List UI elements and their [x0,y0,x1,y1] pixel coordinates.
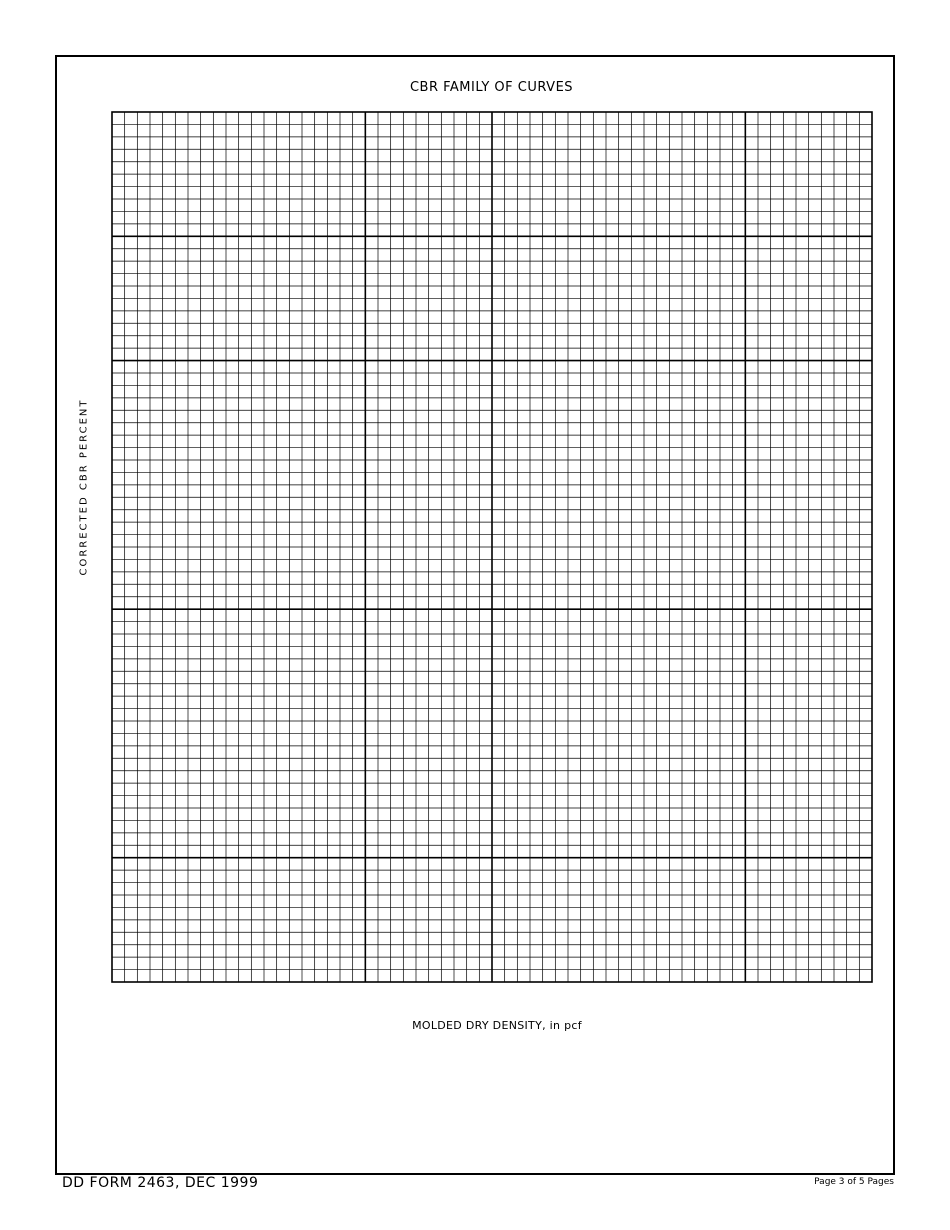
form-identifier: DD FORM 2463, DEC 1999 [62,1175,259,1191]
y-axis-label: CORRECTED CBR PERCENT [78,398,90,576]
x-axis-label: MOLDED DRY DENSITY, in pcf [412,1019,582,1032]
page-number: Page 3 of 5 Pages [814,1177,894,1187]
chart-title: CBR FAMILY OF CURVES [409,80,574,95]
